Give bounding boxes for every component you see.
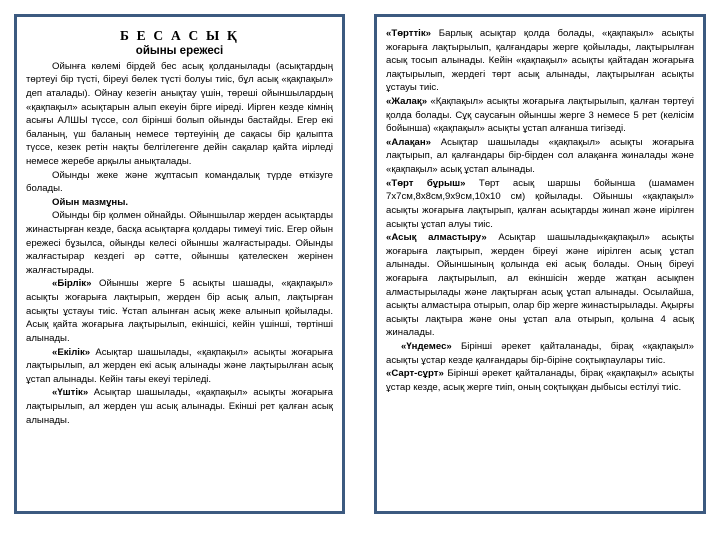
body-zhalak: «Қақпақыл» асықты жоғарыға лақтырылып, қалған төртеуі қолда болады. Сұқ саусағын ойыншы жерге 3 немесе 5 рет (келісім бойынша) «қақпақыл» асықты ұстап алғанша тигізеді. <box>386 96 694 135</box>
heading-zhalak: «Жалақ» <box>386 96 428 108</box>
heading-alakan: «Алақан» <box>386 136 431 148</box>
body-torttik: Барлық асықтар қолда болады, «қақпақыл» асықты жоғарыға лақтырылып, қалғандары жерге қойылады, лақтырылған асық тосып алынады. Кейін «қақпақыл» асықты қайтадан жоғарыға лақтырылып, жердегі төрт асық алынады, лақтырылған асықты ұстауы тиіс. <box>386 28 694 94</box>
left-text-box <box>14 14 345 514</box>
heading-asyk-almastyru: «Асық алмастыру» <box>386 232 487 244</box>
body-sart-surt: Бірінші әрекет қайталанады, бірақ «қақпақыл» асықты ұстар кезде, асық жерге тиіп, оның соқтыққан дыбысы естілуі тиіс. <box>386 368 694 393</box>
paragraph-content-heading <box>26 196 333 210</box>
paragraph-ushtik <box>26 386 333 427</box>
paragraph-modes: Ойынды жеке және жұптасып командалық түрде өткізуге болады. <box>26 169 333 195</box>
heading-tort-burysh: «Төрт бұрыш» <box>386 177 466 189</box>
heading-oiyn-mazmuny: Ойын мазмұны. <box>52 196 129 208</box>
right-text-box <box>374 14 706 514</box>
heading-torttik: «Төрттік» <box>386 28 431 39</box>
paragraph-zhalak <box>386 95 694 136</box>
body-ushtik: Асықтар шашылады, «қақпақыл» асықты жоғарыға лақтырылып, ал жерден үш асық алынады. Екінші рет қалған асық алынады. <box>26 387 333 426</box>
body-asyk-almastyru: Асықтар шашылады«қақпақыл» асықты жоғарыға лақтырып, жерден біреуі және иірілген асық ұстап алынады. Ойыншының қолында екі асық болады. Оның біреуі жоғарыға лақтырылып, ал екіншісін жерде жатқан асықпен алмастырылады және лақтырған асық ұстап алынады. Осылайша, асықты алмастыра отырып, олар бір жерге жинастырылады. Ақырғы асықты лақтыра және оны ұстап ала отырып, қолына 4 асық жиналады. <box>386 232 694 339</box>
body-alakan: Асықтар шашылады «қақпақыл» асықты жоғарыға лақтырып, ал қалғандары бір-бірден сол алақанға жиналады және «қақпақыл» асық ұстап алынады. <box>386 136 694 176</box>
paragraph-ekilik <box>26 346 333 387</box>
paragraph-intro: Ойынға көлемі бірдей бес асық қолданылады (асықтардың төртеуі бір түсті, біреуі бөлек түсті болуы тиіс, бұл асық «қақпақыл» деп аталады). Ойнау кезегін анықтау үшін, төреші ойыншылардың «қақпақыл» асықтарын алып екеуін бірге иіреді. Иірген кезде кімнің асығы АЛШЫ түссе, сол бірінші болып ойынды бастайды. Егер екі баланың, үш баланың немесе төртеуінің де сақасы бір қалыпта түссе, кезек ретін нақты белгілегенге дейін сақалар қайта иірледі немесе жеребе арқылы анықталады. <box>26 60 333 167</box>
paragraph-birlik <box>26 277 333 345</box>
paragraph-undemes <box>386 340 694 367</box>
paragraph-sart-surt <box>386 367 694 394</box>
heading-birlik: «Бірлік» <box>52 278 92 290</box>
paragraph-content-body: Ойынды бір қолмен ойнайды. Ойыншылар жерден асықтарды жинастырған кезде, басқа асықтарға қолдары тимеуі тиіс. Егер ойын ережесі бұзылса, ойынды келесі ойыншы жалғастырады. Ойынды жалғастырар кездегі әр сәтте, ойыншы қателескен жерінен жалғастырады. <box>26 210 333 276</box>
heading-ekilik: «Екілік» <box>52 346 91 358</box>
heading-ushtik: «Үштік» <box>52 387 89 399</box>
page-title: Б Е С А С Ы Қ <box>119 28 240 43</box>
body-birlik: Ойыншы жерге 5 асықты шашады, «қақпақыл» асықты жоғарыға лақтырып, жерден бір асық алып, лақтырған асықты ұстауы тиіс. Ұстап алынған асық жеке алынып қойылады. Асық қайта жоғарыға лақтырылып, екіншісі, кейін үшінші, төртінші алынады. <box>26 278 333 344</box>
body-ekilik: Асықтар шашылады, «қақпақыл» асықты жоғарыға лақтырылып, ал жерден екі асық алынады және лақтырылған асық ұстап алынады. Кейін тағы екеуі теріледі. <box>26 346 333 385</box>
paragraph-asyk-almastyru <box>386 231 694 340</box>
heading-sart-surt: «Сарт-сұрт» <box>386 368 444 380</box>
paragraph-torttik <box>386 27 694 95</box>
heading-undemes: «Үндемес» <box>401 341 452 353</box>
paragraph-tort-burysh <box>386 177 694 231</box>
page-subtitle: ойыны ережесі <box>135 44 224 57</box>
body-tort-burysh: Төрт асық шаршы бойынша (шамамен 7х7см,8х8см,9х9см,10х10 см) қойылады. Ойыншы «қақпақыл» асықты жоғарыға лақтырып, қалған асықтарды жинап және иірілген асықты ұстап алуы тиіс. <box>386 177 694 230</box>
paragraph-alakan <box>386 136 694 177</box>
body-undemes: Бірінші әрекет қайталанады, бірақ «қақпақыл» асықты ұстар кезде қалғандары бір-біріне соқтықпаулары тиіс. <box>386 341 694 366</box>
